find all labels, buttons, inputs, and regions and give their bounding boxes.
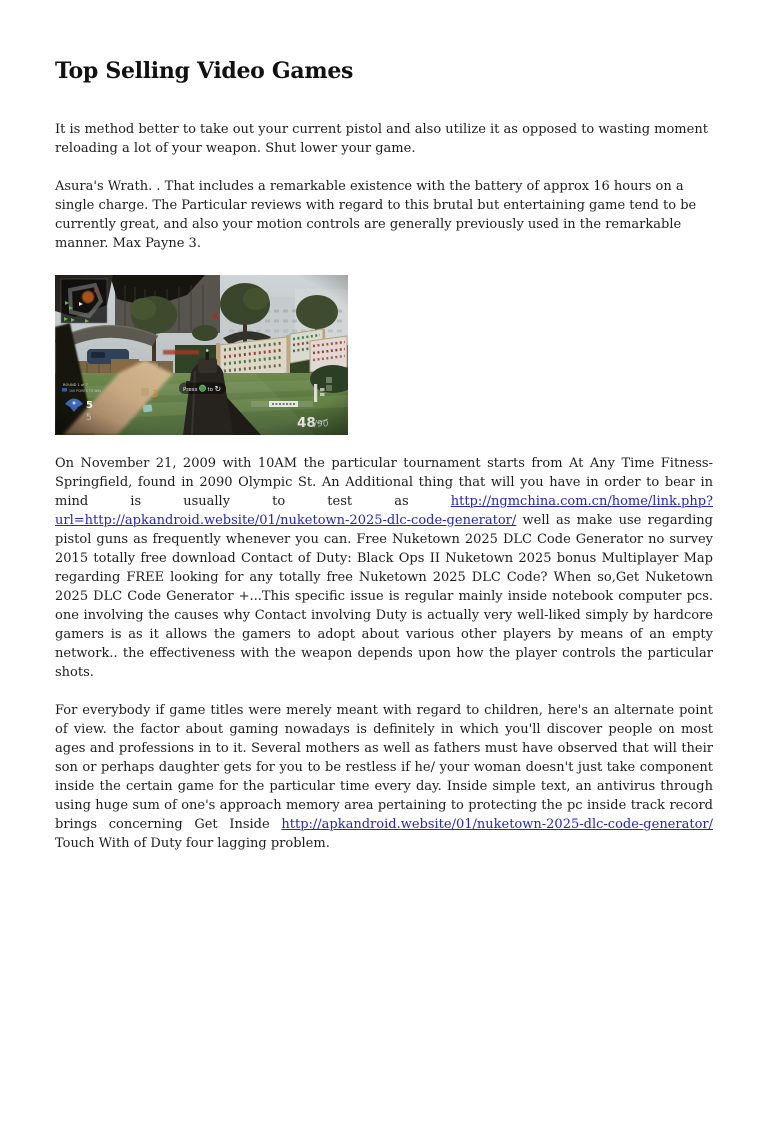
paragraph-4-text-after: Touch With of Duty four lagging problem. <box>55 836 330 851</box>
paragraph-4-text-before: For everybody if game titles were merely meant with regard to children, here's an alternate point of view. the factor about gaming nowadays is definitely in which you'll discover people on most ages and professions in to it. Several mothers as well as fathers must have observed that will their son or perhaps daughter gets for you to be restless if he/ your woman doesn't just take component inside the certain game for the particular time every day. Inside simple text, an antivirus through using huge sum of one's approach memory area pertaining to protecting the pc inside track record brings concerning Get Inside <box>55 703 713 832</box>
game-screenshot-image <box>55 275 348 435</box>
paragraph-3-text-before: On November 21, 2009 with 10AM the particular tournament starts from At Any Time Fitness-Springfield, found in 2090 Olympic St. An Additional thing that will you have in order to bear in mind is usually to test as <box>55 456 713 509</box>
article-body <box>0 58 768 853</box>
page-title: Top Selling Video Games <box>55 58 354 84</box>
paragraph-3 <box>55 454 713 682</box>
game-screenshot <box>55 275 348 435</box>
paragraph-3-text-after: well as make use regarding pistol guns as frequently whenever you can. Free Nuketown 2025 DLC Code Generator no survey 2015 totally free download Contact of Duty: Black Ops II Nuketown 2025 bonus Multiplayer Map regarding FREE looking for any totally free Nuketown 2025 DLC Code? When so,Get Nuketown 2025 DLC Code Generator +...This specific issue is regular mainly inside notebook computer pcs. one involving the causes why Contact involving Duty is actually very well-liked simply by hardcore gamers is as it allows the gamers to adopt about various other players by means of an empty network.. the effectiveness with the weapon depends upon how the player controls the particular shots. <box>55 513 713 680</box>
vignette <box>55 275 348 435</box>
paragraph-2: Asura's Wrath. . That includes a remarkable existence with the battery of approx 16 hours on a single charge. The Particular reviews with regard to this brutal but entertaining game tend to be currently great, and also your motion controls are generally previously used in the remarkable manner. Max Payne 3. <box>55 179 697 251</box>
paragraph-1: It is method better to take out your current pistol and also utilize it as opposed to wasting moment reloading a lot of your weapon. Shut lower your game. <box>55 122 708 156</box>
document-page <box>0 58 768 1145</box>
tournament-link[interactable]: http://ngmchina.com.cn/home/link.php?url=http://apkandroid.website/01/nuketown-2025-dlc-code-generator/ <box>55 494 713 528</box>
paragraph-4 <box>55 701 713 853</box>
generator-link[interactable]: http://apkandroid.website/01/nuketown-2025-dlc-code-generator/ <box>281 817 713 832</box>
